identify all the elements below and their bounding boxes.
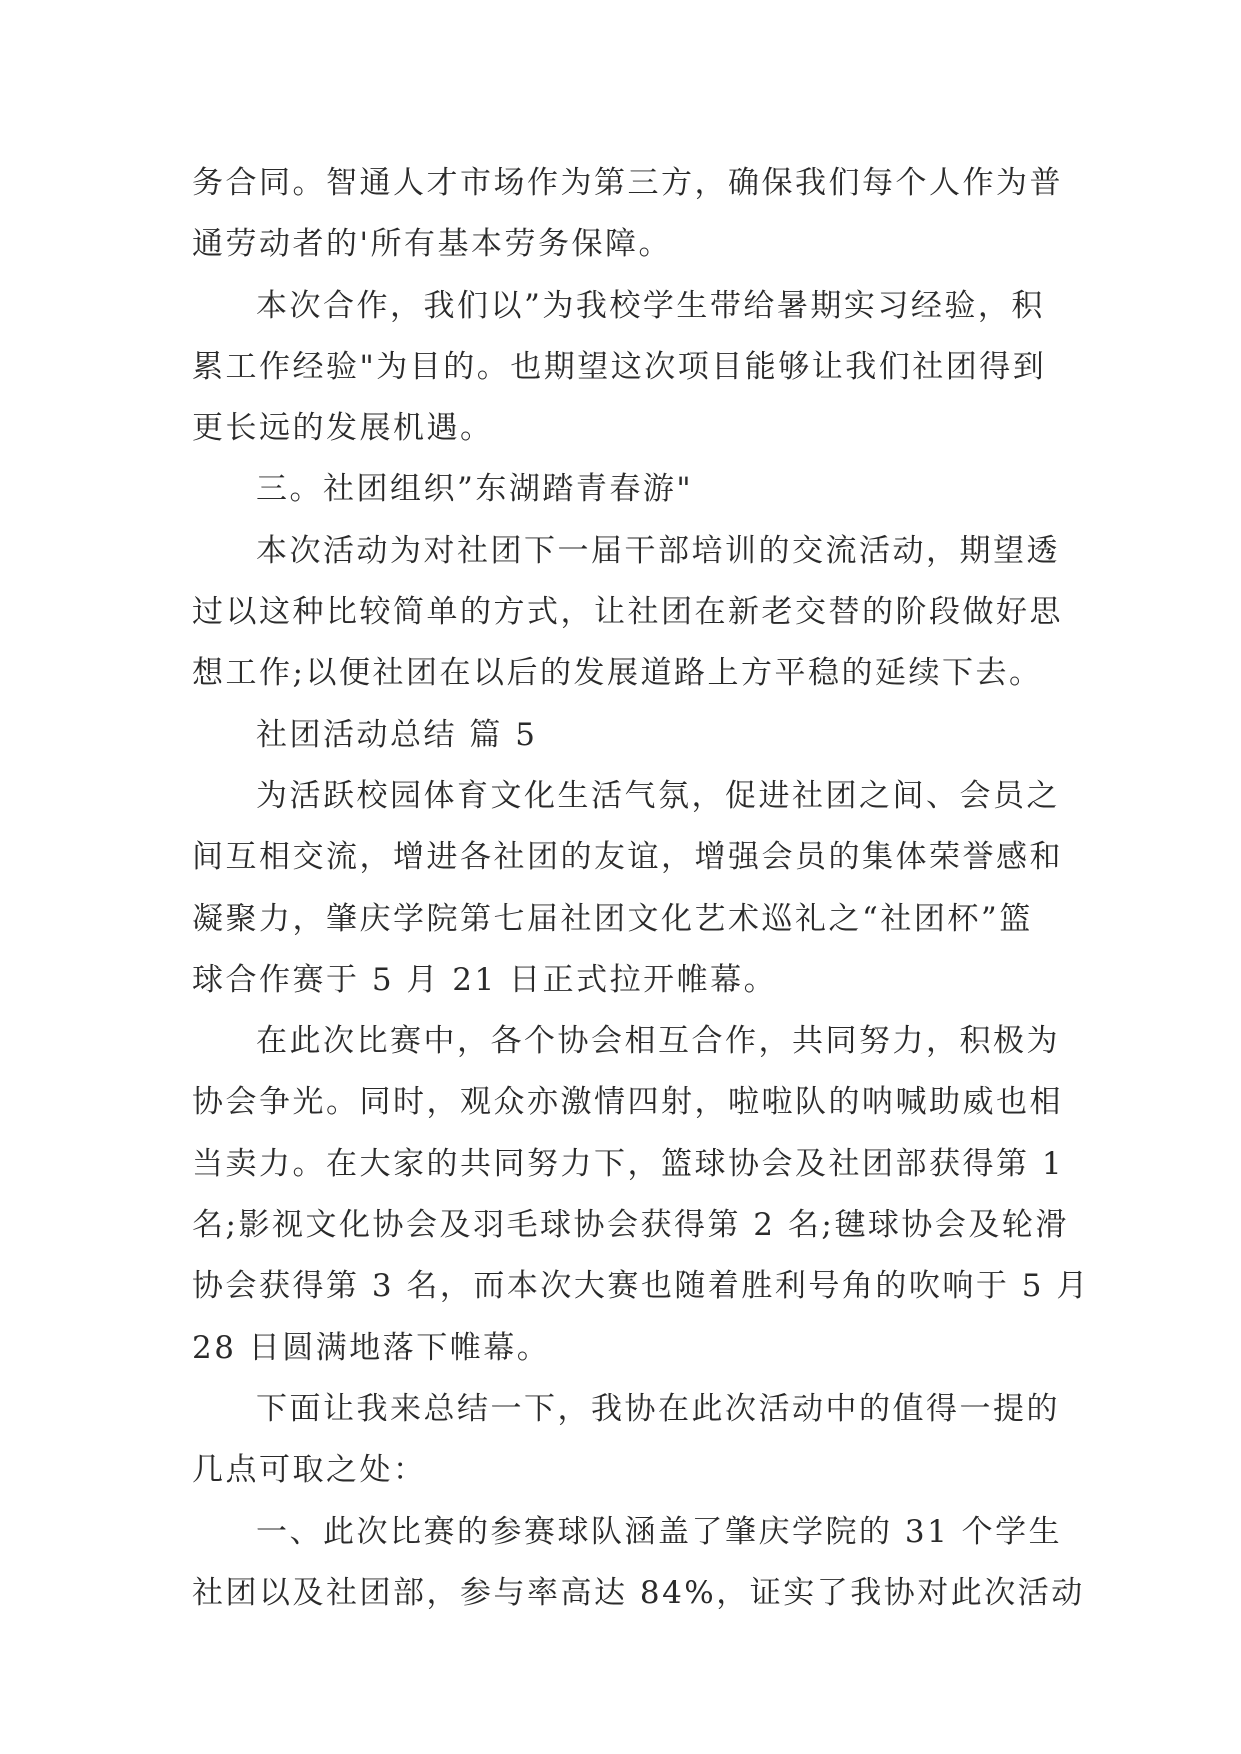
text-line: 协会争光。同时，观众亦激情四射，啦啦队的呐喊助威也相 (192, 1084, 1063, 1121)
text-line: 过以这种比较简单的方式，让社团在新老交替的阶段做好思 (192, 594, 1063, 631)
text-line: 更长远的发展机遇。 (192, 410, 494, 447)
text-line: 本次合作，我们以”为我校学生带给暑期实习经验，积 (256, 287, 1045, 324)
text-line: 三。社团组织”东湖踏青春游" (256, 471, 694, 508)
text-line: 在此次比赛中，各个协会相互合作，共同努力，积极为 (256, 1023, 1060, 1060)
text-line: 28 日圆满地落下帷幕。 (192, 1329, 551, 1366)
text-line: 通劳动者的'所有基本劳务保障。 (192, 226, 673, 263)
text-line: 当卖力。在大家的共同努力下，篮球协会及社团部获得第 1 (192, 1145, 1065, 1182)
text-line: 球合作赛于 5 月 21 日正式拉开帷幕。 (192, 961, 778, 998)
text-line: 间互相交流，增进各社团的友谊，增强会员的集体荣誉感和 (192, 839, 1063, 876)
text-line: 凝聚力，肇庆学院第七届社团文化艺术巡礼之“社团杯”篮 (192, 900, 1033, 937)
text-line: 协会获得第 3 名，而本次大赛也随着胜利号角的吹响于 5 月 (192, 1268, 1090, 1305)
text-line: 累工作经验"为目的。也期望这次项目能够让我们社团得到 (192, 348, 1047, 385)
text-line: 本次活动为对社团下一届干部培训的交流活动，期望透 (256, 532, 1060, 569)
text-line: 想工作;以便社团在以后的发展道路上方平稳的延续下去。 (192, 655, 1043, 692)
text-line: 务合同。智通人才市场作为第三方，确保我们每个人作为普 (192, 165, 1063, 201)
text-line: 名;影视文化协会及羽毛球协会获得第 2 名;毽球协会及轮滑 (192, 1207, 1069, 1244)
text-line: 下面让我来总结一下，我协在此次活动中的值得一提的 (256, 1390, 1060, 1427)
text-line: 一、此次比赛的参赛球队涵盖了肇庆学院的 31 个学生 (256, 1513, 1063, 1550)
text-line: 为活跃校园体育文化生活气氛，促进社团之间、会员之 (256, 777, 1060, 814)
document-body (192, 153, 1090, 1624)
text-line: 社团活动总结 篇 5 (256, 716, 538, 753)
text-line: 几点可取之处： (192, 1452, 427, 1489)
text-line: 社团以及社团部，参与率高达 84%，证实了我协对此次活动 (192, 1574, 1085, 1611)
